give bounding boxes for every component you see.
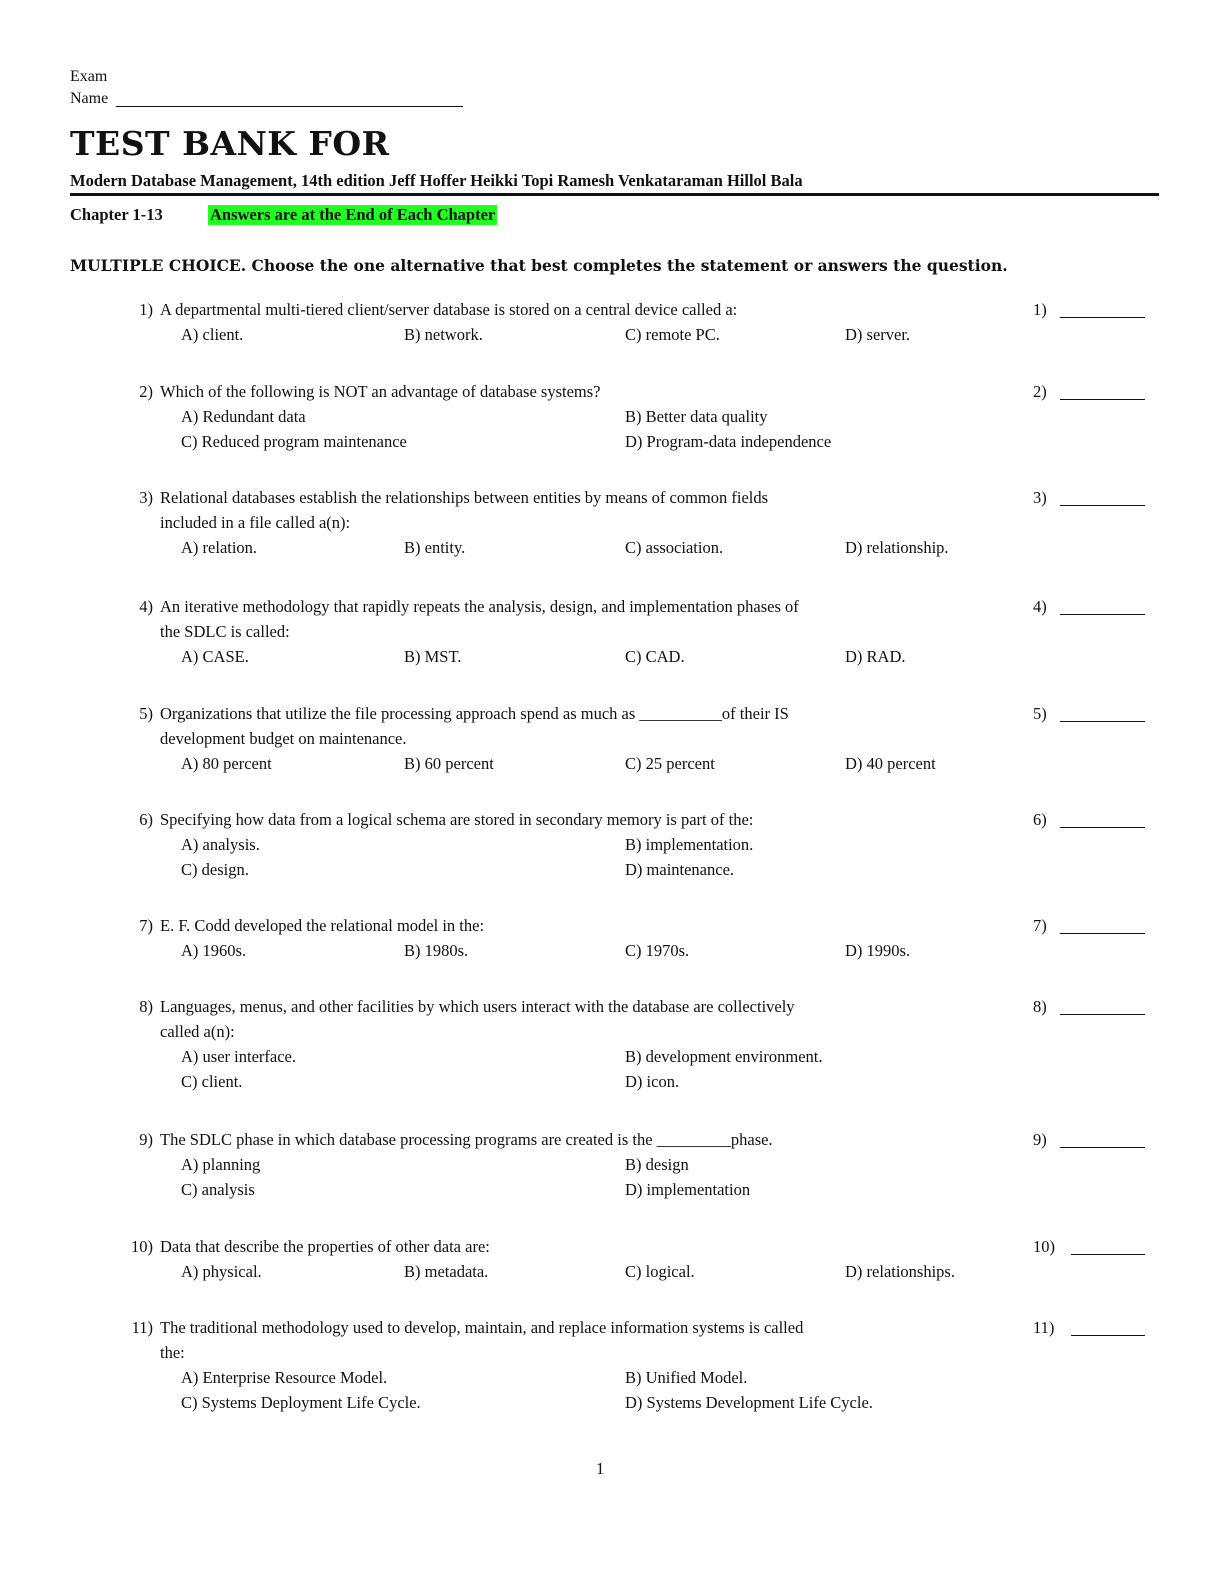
book-title: Modern Database Management, 14th edition Jeff Hoffer Heikki Topi Ramesh Venkataraman Hillol Bala — [70, 171, 803, 190]
answer-blank-number: 4) — [1033, 597, 1047, 616]
page-number: 1 — [596, 1459, 605, 1478]
answer-option[interactable]: D) icon. — [625, 1072, 680, 1091]
answer-blank-line[interactable] — [1060, 721, 1145, 722]
answer-option[interactable]: A) relation. — [181, 538, 258, 557]
name-blank-line — [116, 106, 463, 107]
question-text: Specifying how data from a logical schema are stored in secondary memory is part of the: — [160, 810, 754, 829]
answer-option[interactable]: B) MST. — [404, 647, 462, 666]
answer-blank-line[interactable] — [1060, 827, 1145, 828]
answer-option[interactable]: B) Unified Model. — [625, 1368, 748, 1387]
question-text: the: — [160, 1343, 185, 1362]
test-bank-title: TEST BANK FOR — [70, 124, 390, 163]
answer-option[interactable]: A) analysis. — [181, 835, 260, 854]
question-number: 4) — [139, 597, 153, 616]
answer-option[interactable]: B) entity. — [404, 538, 466, 557]
chapter-label: Chapter 1-13 — [70, 205, 163, 224]
answer-blank-line[interactable] — [1060, 933, 1145, 934]
question-text: Relational databases establish the relationships between entities by means of common fields — [160, 488, 769, 507]
answer-option[interactable]: B) Better data quality — [625, 407, 768, 426]
answer-option[interactable]: B) development environment. — [625, 1047, 823, 1066]
answer-option[interactable]: D) Program-data independence — [625, 432, 832, 451]
answer-option[interactable]: D) maintenance. — [625, 860, 735, 879]
answer-blank-number: 11) — [1033, 1318, 1055, 1337]
answer-option[interactable]: D) implementation — [625, 1180, 751, 1199]
answers-note: Answers are at the End of Each Chapter — [210, 205, 496, 224]
question-text: The SDLC phase in which database processing programs are created is the _________phase. — [160, 1130, 773, 1149]
question-text: Data that describe the properties of other data are: — [160, 1237, 490, 1256]
answer-option[interactable]: C) Systems Deployment Life Cycle. — [181, 1393, 421, 1412]
answer-option[interactable]: B) design — [625, 1155, 689, 1174]
answer-blank-line[interactable] — [1060, 317, 1145, 318]
answer-option[interactable]: A) Enterprise Resource Model. — [181, 1368, 388, 1387]
answer-blank-line[interactable] — [1060, 1014, 1145, 1015]
question-text: Languages, menus, and other facilities by which users interact with the database are collectively — [160, 997, 795, 1016]
answer-blank-number: 7) — [1033, 916, 1047, 935]
question-text: included in a file called a(n): — [160, 513, 351, 532]
answer-blank-number: 10) — [1033, 1237, 1055, 1256]
header-rule — [70, 193, 1159, 196]
answer-blank-number: 6) — [1033, 810, 1047, 829]
answer-blank-line[interactable] — [1060, 1147, 1145, 1148]
answer-option[interactable]: C) 25 percent — [625, 754, 715, 773]
answer-blank-number: 3) — [1033, 488, 1047, 507]
answer-blank-line[interactable] — [1060, 505, 1145, 506]
question-text: development budget on maintenance. — [160, 729, 407, 748]
answer-option[interactable]: C) client. — [181, 1072, 243, 1091]
answer-option[interactable]: C) association. — [625, 538, 724, 557]
answer-option[interactable]: C) CAD. — [625, 647, 685, 666]
answer-option[interactable]: A) 80 percent — [181, 754, 272, 773]
answer-blank-number: 1) — [1033, 300, 1047, 319]
answer-option[interactable]: C) analysis — [181, 1180, 255, 1199]
answer-option[interactable]: A) CASE. — [181, 647, 249, 666]
answer-option[interactable]: C) 1970s. — [625, 941, 690, 960]
answer-option[interactable]: D) relationship. — [845, 538, 949, 557]
question-number: 7) — [139, 916, 153, 935]
question-text: Which of the following is NOT an advantage of database systems? — [160, 382, 601, 401]
answer-blank-number: 5) — [1033, 704, 1047, 723]
answer-option[interactable]: C) design. — [181, 860, 249, 879]
answer-option[interactable]: B) implementation. — [625, 835, 754, 854]
answer-option[interactable]: D) relationships. — [845, 1262, 955, 1281]
question-text: A departmental multi-tiered client/server database is stored on a central device called a: — [160, 300, 738, 319]
answer-option[interactable]: A) client. — [181, 325, 244, 344]
question-text: Organizations that utilize the file processing approach spend as much as __________of their IS — [160, 704, 789, 723]
name-label: Name — [70, 90, 109, 107]
answer-option[interactable]: A) 1960s. — [181, 941, 247, 960]
section-heading: MULTIPLE CHOICE. Choose the one alternative that best completes the statement or answers the question. — [70, 256, 1008, 275]
answer-option[interactable]: D) server. — [845, 325, 911, 344]
answer-blank-number: 2) — [1033, 382, 1047, 401]
answer-blank-line[interactable] — [1060, 399, 1145, 400]
question-text: An iterative methodology that rapidly repeats the analysis, design, and implementation phases of — [160, 597, 799, 616]
question-text: the SDLC is called: — [160, 622, 290, 641]
answer-option[interactable]: C) logical. — [625, 1262, 695, 1281]
answer-blank-number: 8) — [1033, 997, 1047, 1016]
answer-option[interactable]: C) remote PC. — [625, 325, 720, 344]
question-text: called a(n): — [160, 1022, 235, 1041]
question-text: E. F. Codd developed the relational model in the: — [160, 916, 485, 935]
answer-blank-number: 9) — [1033, 1130, 1047, 1149]
answer-option[interactable]: C) Reduced program maintenance — [181, 432, 407, 451]
answer-option[interactable]: A) Redundant data — [181, 407, 306, 426]
answer-option[interactable]: B) 60 percent — [404, 754, 494, 773]
answer-option[interactable]: D) 1990s. — [845, 941, 911, 960]
question-number: 5) — [139, 704, 153, 723]
answer-option[interactable]: A) planning — [181, 1155, 261, 1174]
question-number: 1) — [139, 300, 153, 319]
answer-blank-line[interactable] — [1060, 614, 1145, 615]
answer-option[interactable]: B) metadata. — [404, 1262, 489, 1281]
question-text: The traditional methodology used to develop, maintain, and replace information systems is called — [160, 1318, 804, 1337]
question-number: 3) — [139, 488, 153, 507]
answer-option[interactable]: D) RAD. — [845, 647, 906, 666]
answer-option[interactable]: D) Systems Development Life Cycle. — [625, 1393, 873, 1412]
question-number: 6) — [139, 810, 153, 829]
answer-blank-line[interactable] — [1071, 1335, 1145, 1336]
answer-blank-line[interactable] — [1071, 1254, 1145, 1255]
question-number: 10) — [131, 1237, 153, 1256]
answer-option[interactable]: A) user interface. — [181, 1047, 296, 1066]
exam-label: Exam — [70, 68, 108, 85]
answer-option[interactable]: B) 1980s. — [404, 941, 469, 960]
answer-option[interactable]: B) network. — [404, 325, 483, 344]
question-number: 8) — [139, 997, 153, 1016]
answer-option[interactable]: A) physical. — [181, 1262, 262, 1281]
question-number: 9) — [139, 1130, 153, 1149]
answer-option[interactable]: D) 40 percent — [845, 754, 936, 773]
question-number: 11) — [131, 1318, 153, 1337]
question-number: 2) — [139, 382, 153, 401]
